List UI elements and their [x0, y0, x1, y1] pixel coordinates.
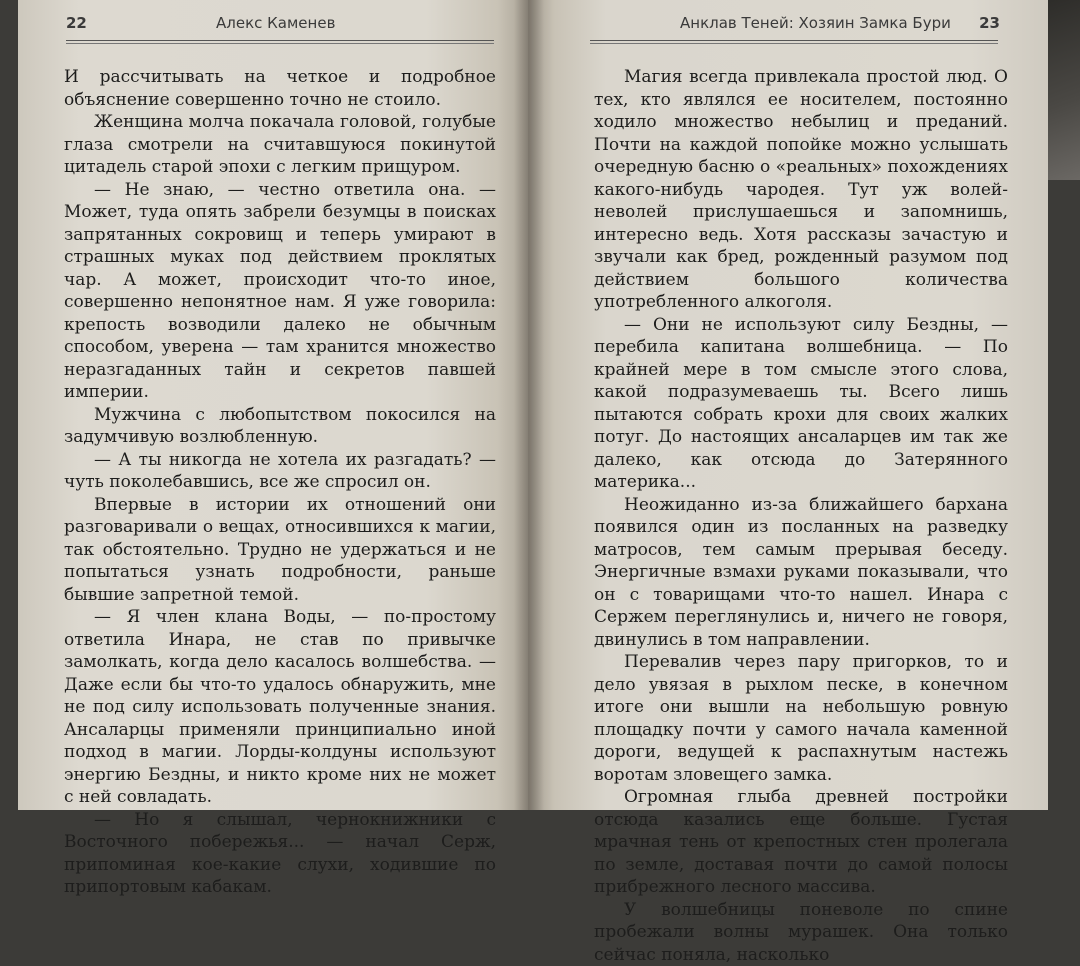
paragraph: — Я член клана Воды, — по-простому ответила Инара, не став по привычке замолкать, когда дело касалось волшебства. — Даже если бы что-то удалось обнаружить, мне не под силу использовать полученные знания. Ансаларцы применяли принципиально иной подход в магии. Лорды-колдуны используют энергию Бездны, и никто кроме них не может с ней совладать. [64, 606, 496, 809]
left-page [18, 0, 528, 810]
left-running-head [66, 14, 496, 36]
paragraph: Мужчина с любопытством покосился на задумчивую возлюбленную. [64, 404, 496, 449]
paragraph: — Они не используют силу Бездны, — перебила капитана волшебница. — По крайней мере в том смысле этого слова, какой подразумеваешь ты. Всего лишь пытаются собрать крохи для своих жалких потуг. До настоящих ансаларцев им так же далеко, как отсюда до Затерянного материка... [594, 314, 1008, 494]
right-book-title: Анклав Теней: Хозяин Замка Бури [680, 14, 951, 32]
paragraph: У волшебницы поневоле по спине пробежали волны мурашек. Она только сейчас поняла, насколько [594, 899, 1008, 966]
paragraph: Магия всегда привлекала простой люд. О тех, кто являлся ее носителем, постоянно ходило множество небылиц и преданий. Почти на каждой попойке можно услышать очередную басню о «реальных» похождениях какого-нибудь чародея. Тут уж волей-неволей прислушаешься и запомнишь, интересно ведь. Хотя рассказы зачастую и звучали как бред, рожденный разумом под действием большого количества употребленного алкоголя. [594, 66, 1008, 314]
left-body-text [64, 66, 496, 899]
left-page-number: 22 [66, 14, 87, 32]
paragraph: — Не знаю, — честно ответила она. — Может, туда опять забрели безумцы в поисках запрятанных сокровищ и теперь умирают в страшных муках под действием проклятых чар. А может, происходит что-то иное, совершенно непонятное нам. Я уже говорила: крепость возводили далеко не обычным способом, уверена — там хранится множество неразгаданных тайн и секретов павшей империи. [64, 179, 496, 404]
right-body-text [594, 66, 1008, 966]
open-book [18, 0, 1048, 810]
left-author-name: Алекс Каменев [216, 14, 335, 32]
left-header-rule [66, 40, 494, 44]
right-page-number: 23 [979, 14, 1000, 32]
right-header-rule [590, 40, 998, 44]
paragraph: И рассчитывать на четкое и подробное объяснение совершенно точно не стоило. [64, 66, 496, 111]
paragraph: Перевалив через пару пригорков, то и дело увязая в рыхлом песке, в конечном итоге они вышли на небольшую ровную площадку почти у самого начала каменной дороги, ведущей к распахнутым настежь воротам зловещего замка. [594, 651, 1008, 786]
paragraph: Огромная глыба древней постройки отсюда казались еще больше. Густая мрачная тень от крепостных стен пролегала по земле, доставая почти до самой полосы прибрежного лесного массива. [594, 786, 1008, 899]
paragraph: — А ты никогда не хотела их разгадать? — чуть поколебавшись, все же спросил он. [64, 449, 496, 494]
paragraph: Неожиданно из-за ближайшего бархана появился один из посланных на разведку матросов, тем самым прерывая беседу. Энергичные взмахи руками показывали, что он с товарищами что-то нашел. Инара с Сержем переглянулись и, ничего не говоря, двинулись в том направлении. [594, 494, 1008, 652]
right-running-head [590, 14, 1000, 36]
paragraph: Впервые в истории их отношений они разговаривали о вещах, относившихся к магии, так обстоятельно. Трудно не удержаться и не попытаться узнать подробности, раньше бывшие запретной темой. [64, 494, 496, 607]
paragraph: Женщина молча покачала головой, голубые глаза смотрели на считавшуюся покинутой цитадель старой эпохи с легким прищуром. [64, 111, 496, 179]
right-page [528, 0, 1048, 810]
paragraph: — Но я слышал, чернокнижники с Восточного побережья... — начал Серж, припоминая кое-какие слухи, ходившие по припортовым кабакам. [64, 809, 496, 899]
